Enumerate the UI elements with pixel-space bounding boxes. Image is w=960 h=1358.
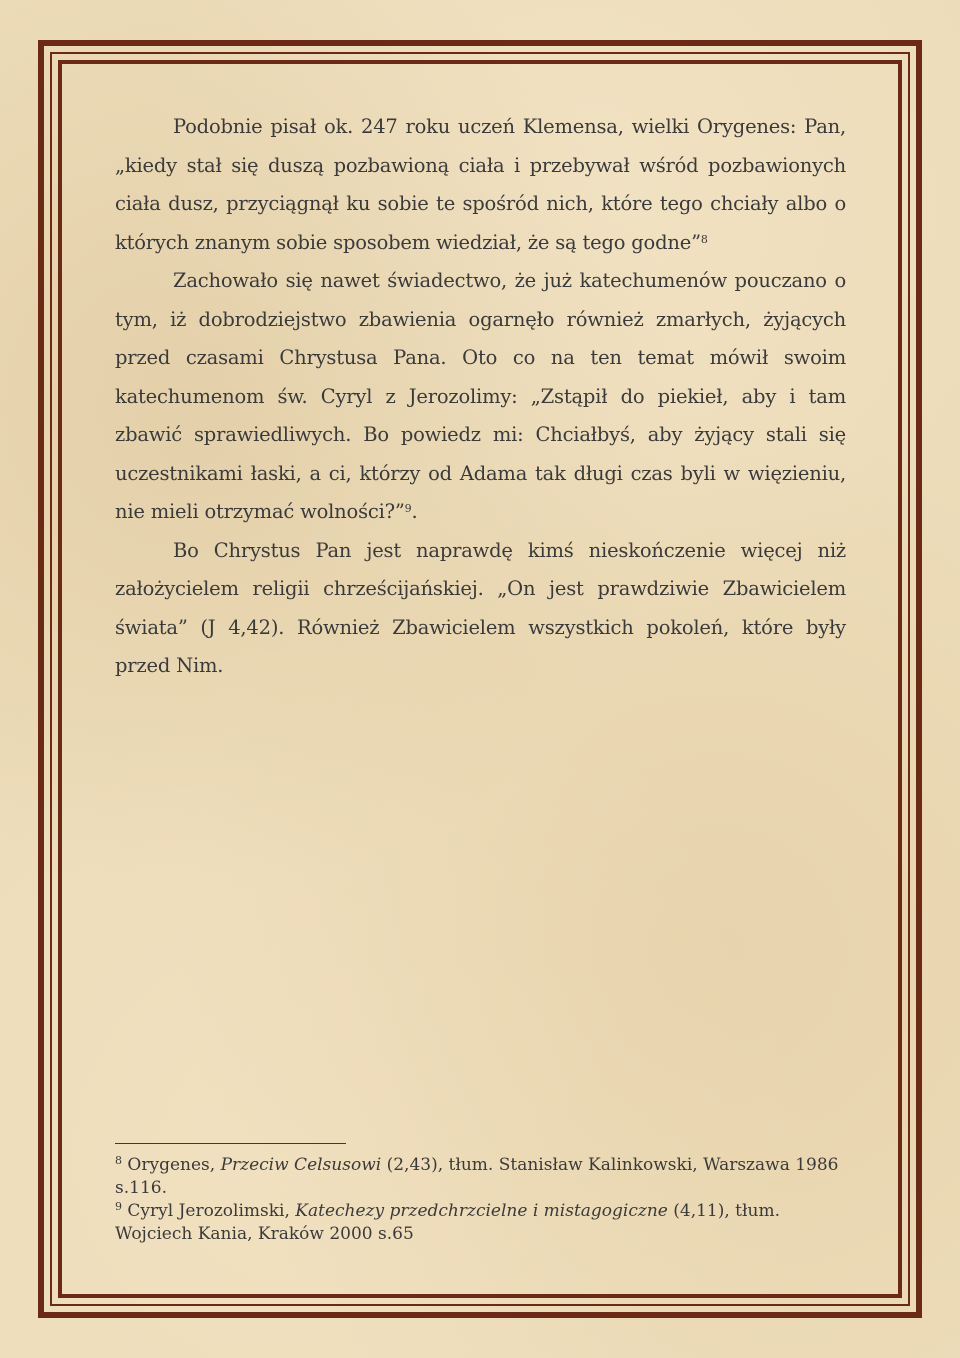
footnote-ref-9: 9 [404, 502, 412, 515]
paragraph-3-text: Bo Chrystus Pan jest naprawdę kimś nieskończenie więcej niż założycielem religii chrześcijańskiej. „On jest prawdziwie Zbawicielem świata” (J 4,42). Również Zbawicielem wszystkich pokoleń, które były przed Nim. [115, 538, 846, 677]
footnote-9-author: Cyryl Jerozolimski, [127, 1201, 296, 1221]
paragraph-2 [115, 262, 846, 532]
footnote-separator [115, 1143, 346, 1144]
footnote-8 [115, 1154, 846, 1200]
footnote-9-number: 9 [115, 1200, 122, 1213]
body-text [115, 108, 846, 686]
footnote-9 [115, 1200, 846, 1246]
footnote-8-title: Przeciw Celsusowi [220, 1155, 382, 1175]
footnote-8-number: 8 [115, 1154, 122, 1167]
footnote-ref-8: 8 [700, 232, 708, 246]
footnote-8-author: Orygenes, [127, 1155, 221, 1175]
footnotes [115, 1143, 846, 1246]
paragraph-1 [115, 108, 846, 262]
footnote-8-details: (2,43), tłum. Stanisław Kalinkowski, Warszawa 1986 s.116. [115, 1155, 839, 1198]
footnote-9-title: Katechezy przedchrzcielne i mistagogiczne [295, 1201, 668, 1221]
paragraph-3 [115, 532, 846, 686]
paragraph-2-text: Zachowało się nawet świadectwo, że już katechumenów pouczano o tym, iż dobrodziejstwo zbawienia ogarnęło również zmarłych, żyjących przed czasami Chrystusa Pana. Oto co na ten temat mówił swoim katechumenom św. Cyryl z Jerozolimy: „Zstąpił do piekieł, aby i tam zbawić sprawiedliwych. Bo powiedz mi: Chciałbyś, aby żyjący stali się uczestnikami łaski, a ci, którzy od Adama tak długi czas byli w więzieniu, nie mieli otrzymać wolności?” [115, 269, 846, 523]
paragraph-1-text: Podobnie pisał ok. 247 roku uczeń Klemensa, wielki Orygenes: Pan, „kiedy stał się duszą pozbawioną ciała i przebywał wśród pozbawionych ciała dusz, przyciągnął ku sobie te spośród nich, które tego chciały albo o których znanym sobie sposobem wiedział, że są tego godne” [115, 115, 846, 254]
footnote-9-details: (4,11), tłum. Wojciech Kania, Kraków 2000 s.65 [115, 1201, 781, 1244]
paragraph-2-tail: . [411, 500, 418, 523]
